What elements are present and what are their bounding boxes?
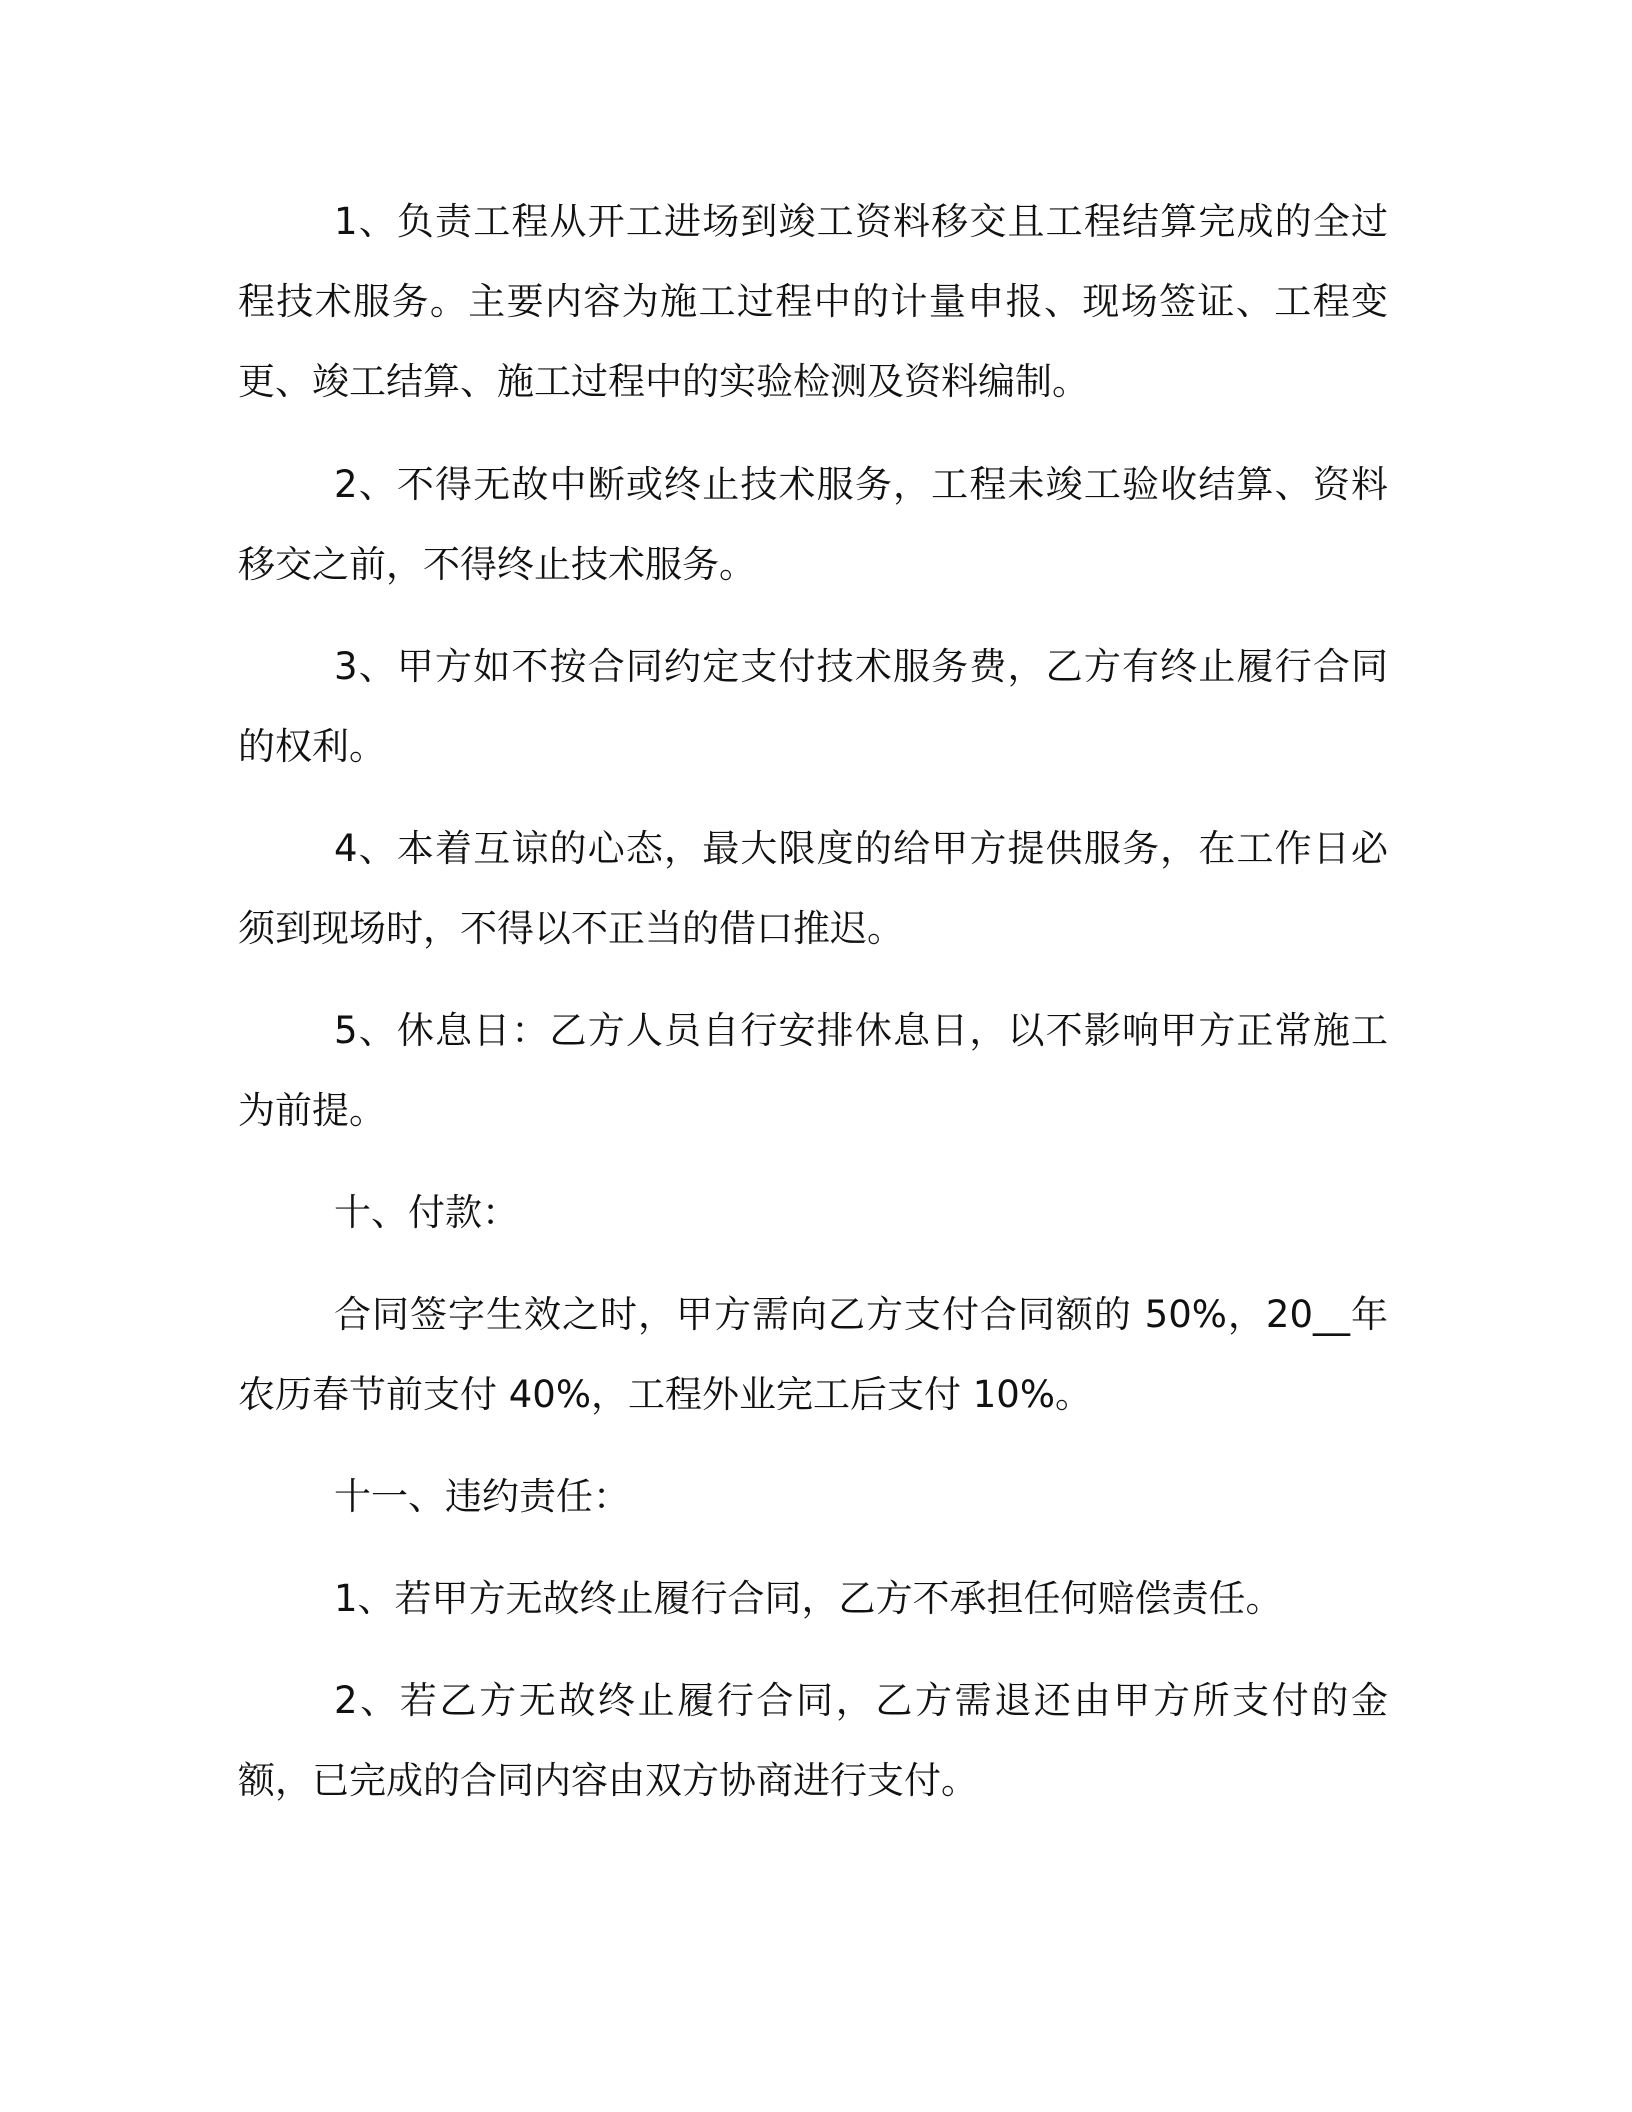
section-heading-liability: 十一、违约责任： <box>334 1475 630 1518</box>
liability-clause-1: 1、若甲方无故终止履行合同，乙方不承担任何赔偿责任。 <box>334 1577 1283 1620</box>
clause-2-no-interruption: 2、不得无故中断或终止技术服务，工程未竣工验收结算、资料移交之前，不得终止技术服务。 <box>238 463 1388 586</box>
section-heading-payment: 十、付款： <box>334 1191 519 1234</box>
payment-terms: 合同签字生效之时，甲方需向乙方支付合同额的 50%，20__年农历春节前支付 40%，工程外业完工后支付 10%。 <box>238 1293 1388 1416</box>
clause-1-technical-service-scope: 1、负责工程从开工进场到竣工资料移交且工程结算完成的全过程技术服务。主要内容为施工过程中的计量申报、现场签证、工程变更、竣工结算、施工过程中的实验检测及资料编制。 <box>238 200 1388 403</box>
liability-clause-2: 2、若乙方无故终止履行合同，乙方需退还由甲方所支付的金额，已完成的合同内容由双方协商进行支付。 <box>238 1679 1388 1802</box>
clause-5-rest-days: 5、休息日：乙方人员自行安排休息日，以不影响甲方正常施工为前提。 <box>238 1009 1388 1132</box>
document-body <box>238 182 1388 1843</box>
clause-4-service-attitude: 4、本着互谅的心态，最大限度的给甲方提供服务，在工作日必须到现场时，不得以不正当的借口推迟。 <box>238 827 1388 950</box>
clause-3-termination-right: 3、甲方如不按合同约定支付技术服务费，乙方有终止履行合同的权利。 <box>238 645 1388 768</box>
